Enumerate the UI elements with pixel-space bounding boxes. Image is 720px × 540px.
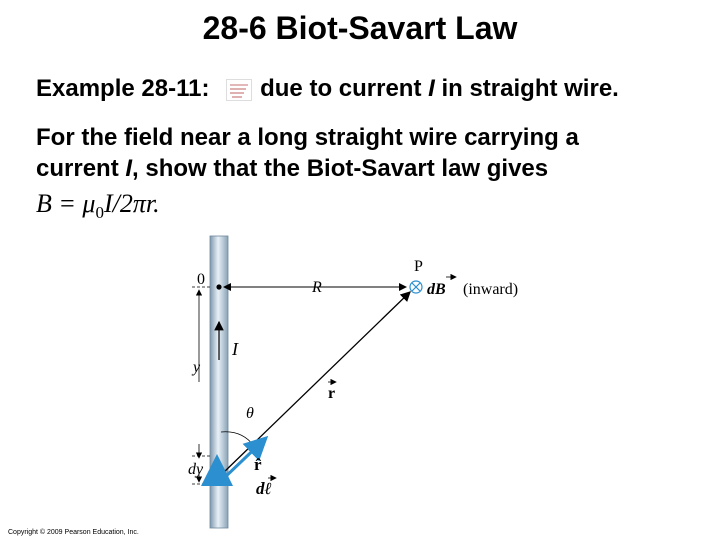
example-line <box>36 74 619 104</box>
rhat-label: r̂ <box>254 455 262 474</box>
db-label: dB <box>427 281 446 298</box>
biot-savart-formula <box>36 188 160 229</box>
straight-wire <box>210 236 228 528</box>
example-text-suffix: in straight wire. <box>434 75 619 102</box>
formula-subscript: 0 <box>95 203 104 223</box>
dy-label: dy <box>188 461 204 478</box>
example-current-symbol: I <box>428 75 435 102</box>
paragraph-line-2 <box>36 153 696 184</box>
problem-paragraph <box>36 122 696 184</box>
formula-rhs: I/2πr. <box>103 189 160 218</box>
r-label: R <box>312 279 322 296</box>
wire-figure <box>180 232 560 532</box>
r-vector-label: r <box>328 385 336 402</box>
origin-label: 0 <box>197 271 205 288</box>
point-p-label: P <box>414 258 423 275</box>
paragraph-current-symbol: I <box>125 155 133 182</box>
r-vector <box>222 292 410 474</box>
formula-lhs: B = μ <box>36 189 96 218</box>
current-label: I <box>232 339 238 359</box>
paragraph-line-2-suffix: , show that the Biot-Savart law gives <box>132 155 549 182</box>
inward-field-icon <box>410 281 422 293</box>
example-text-prefix: due to current <box>260 75 429 102</box>
y-label: y <box>193 359 201 376</box>
dl-label: dℓ <box>256 479 272 498</box>
example-label: Example 28-11: <box>36 75 210 102</box>
db-thumbnail-icon <box>226 79 252 101</box>
slide-title: 28-6 Biot-Savart Law <box>202 10 518 46</box>
paragraph-line-2-prefix: current <box>36 155 126 182</box>
origin-dot <box>216 284 221 289</box>
copyright-notice: Copyright © 2009 Pearson Education, Inc. <box>8 529 139 536</box>
paragraph-line-1: For the field near a long straight wire carrying a <box>36 124 579 151</box>
inward-label: (inward) <box>463 281 519 298</box>
theta-label: θ <box>246 405 254 422</box>
